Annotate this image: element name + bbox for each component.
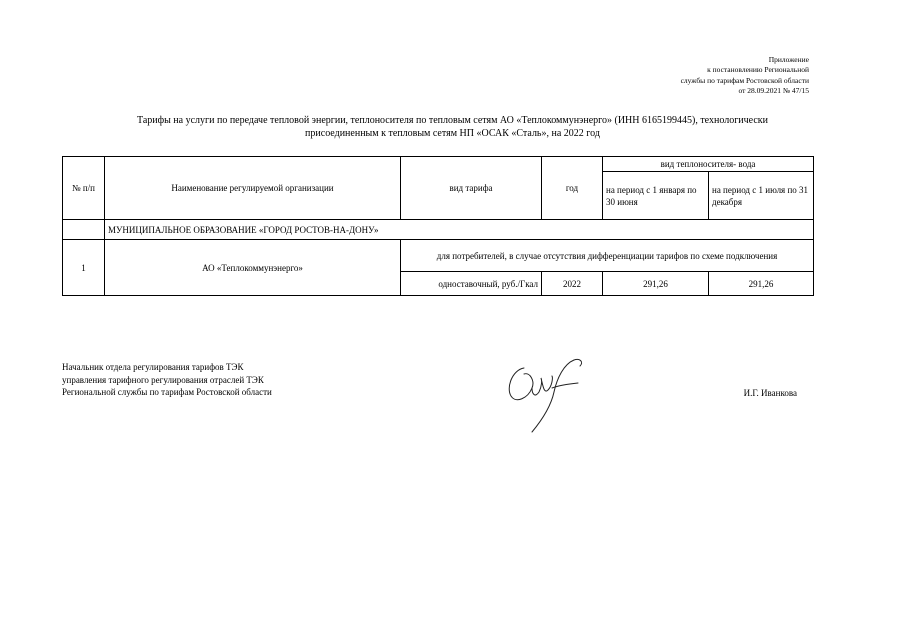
position-line-3: Региональной службы по тарифам Ростовской области bbox=[62, 387, 272, 397]
row-value-1: 291,26 bbox=[603, 272, 709, 296]
appendix-line-3: службы по тарифам Ростовской области bbox=[680, 75, 809, 85]
title-line-1: Тарифы на услуги по передаче тепловой энергии, теплоносителя по тепловым сетям АО «Теплокоммунэнерго» (ИНН 6165199445), технологически bbox=[136, 115, 769, 126]
header-carrier: вид теплоносителя- вода bbox=[603, 157, 814, 172]
appendix-line-4: от 28.09.2021 № 47/15 bbox=[738, 85, 809, 95]
handwritten-signature bbox=[502, 348, 592, 436]
municipality-empty-cell bbox=[63, 220, 105, 240]
title-line-2: присоединенным к тепловым сетям НП «ОСАК «Сталь», на 2022 год bbox=[305, 128, 600, 139]
header-num: № п/п bbox=[63, 157, 105, 220]
appendix-line-2: к постановлению Региональной bbox=[707, 65, 809, 75]
header-period-1: на период с 1 января по 30 июня bbox=[603, 172, 709, 220]
row-tariff-type: одноставочный, руб./Гкал bbox=[401, 272, 542, 296]
appendix-note bbox=[589, 55, 809, 96]
position-line-1: Начальник отдела регулирования тарифов ТЭК bbox=[62, 362, 244, 372]
position-line-2: управления тарифного регулирования отраслей ТЭК bbox=[62, 374, 264, 385]
tariff-table bbox=[62, 156, 814, 296]
row-year: 2022 bbox=[542, 272, 603, 296]
header-org: Наименование регулируемой организации bbox=[105, 157, 401, 220]
document-title bbox=[80, 114, 825, 140]
row-org: АО «Теплокоммунэнерго» bbox=[105, 240, 401, 296]
municipality-row: МУНИЦИПАЛЬНОЕ ОБРАЗОВАНИЕ «ГОРОД РОСТОВ-НА-ДОНУ» bbox=[105, 220, 814, 240]
row-num: 1 bbox=[63, 240, 105, 296]
appendix-line-1: Приложение bbox=[768, 55, 809, 64]
row-consumer-note: для потребителей, в случае отсутствия дифференциации тарифов по схеме подключения bbox=[401, 240, 814, 272]
signer-name: И.Г. Иванкова bbox=[743, 388, 797, 398]
header-tariff-type: вид тарифа bbox=[401, 157, 542, 220]
signatory-position bbox=[62, 361, 272, 399]
header-year: год bbox=[542, 157, 603, 220]
header-period-2: на период с 1 июля по 31 декабря bbox=[709, 172, 814, 220]
row-value-2: 291,26 bbox=[709, 272, 814, 296]
